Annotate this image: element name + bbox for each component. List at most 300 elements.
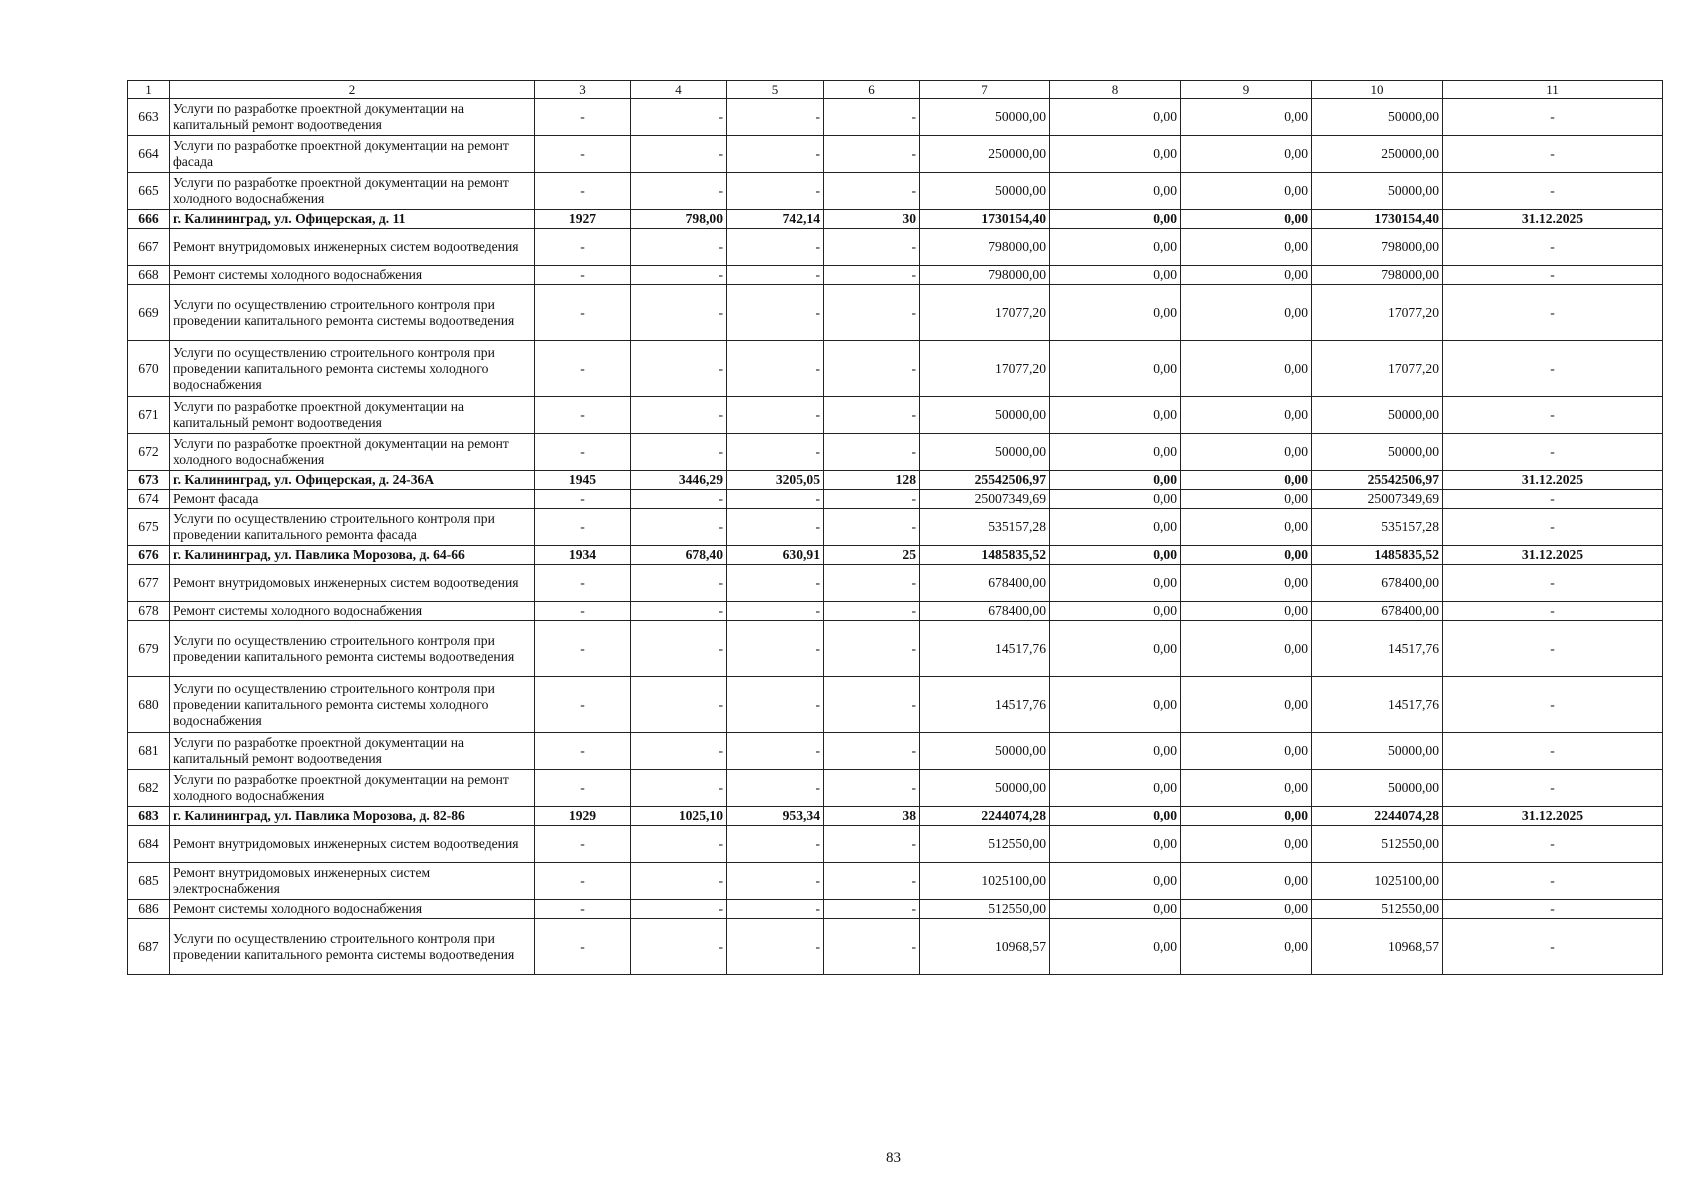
cell-cost-budget: 0,00 bbox=[1181, 602, 1312, 621]
cell-cost-fund: 0,00 bbox=[1050, 266, 1181, 285]
cell-cost-total: 512550,00 bbox=[920, 826, 1050, 863]
cell-residents: - bbox=[824, 434, 920, 471]
cell-cost-fund: 0,00 bbox=[1050, 285, 1181, 341]
cell-deadline: - bbox=[1443, 900, 1663, 919]
cell-deadline: - bbox=[1443, 229, 1663, 266]
cell-cost-total: 50000,00 bbox=[920, 733, 1050, 770]
row-number: 676 bbox=[128, 546, 170, 565]
row-name: Ремонт фасада bbox=[170, 490, 535, 509]
cell-deadline: - bbox=[1443, 919, 1663, 975]
cell-cost-budget: 0,00 bbox=[1181, 565, 1312, 602]
table-row bbox=[128, 677, 1663, 733]
cell-residents: 25 bbox=[824, 546, 920, 565]
table-row bbox=[128, 490, 1663, 509]
cell-year: - bbox=[535, 677, 631, 733]
cell-residents: - bbox=[824, 490, 920, 509]
row-name: Услуги по разработке проектной документации на ремонт фасада bbox=[170, 136, 535, 173]
cell-area-living: - bbox=[727, 602, 824, 621]
cell-deadline: - bbox=[1443, 770, 1663, 807]
cell-cost-owners: 535157,28 bbox=[1312, 509, 1443, 546]
row-number: 673 bbox=[128, 471, 170, 490]
cell-area-living: - bbox=[727, 173, 824, 210]
cell-area-living: - bbox=[727, 266, 824, 285]
cell-residents: - bbox=[824, 863, 920, 900]
cell-cost-total: 50000,00 bbox=[920, 770, 1050, 807]
column-header: 6 bbox=[824, 81, 920, 99]
cell-cost-owners: 14517,76 bbox=[1312, 621, 1443, 677]
cell-cost-budget: 0,00 bbox=[1181, 173, 1312, 210]
cell-area-living: 3205,05 bbox=[727, 471, 824, 490]
cell-area-living: - bbox=[727, 397, 824, 434]
row-name: Ремонт системы холодного водоснабжения bbox=[170, 602, 535, 621]
cell-area-total: - bbox=[631, 733, 727, 770]
cell-cost-fund: 0,00 bbox=[1050, 621, 1181, 677]
table-row bbox=[128, 919, 1663, 975]
cell-area-total: - bbox=[631, 919, 727, 975]
cell-cost-fund: 0,00 bbox=[1050, 900, 1181, 919]
cell-area-living: - bbox=[727, 341, 824, 397]
cell-cost-owners: 10968,57 bbox=[1312, 919, 1443, 975]
cell-cost-total: 17077,20 bbox=[920, 341, 1050, 397]
cell-deadline: - bbox=[1443, 434, 1663, 471]
cell-cost-fund: 0,00 bbox=[1050, 136, 1181, 173]
cell-area-total: 678,40 bbox=[631, 546, 727, 565]
column-header: 11 bbox=[1443, 81, 1663, 99]
cell-cost-total: 25007349,69 bbox=[920, 490, 1050, 509]
address-row bbox=[128, 546, 1663, 565]
row-number: 665 bbox=[128, 173, 170, 210]
row-name: Услуги по разработке проектной документации на ремонт холодного водоснабжения bbox=[170, 770, 535, 807]
row-name: Услуги по разработке проектной документации на ремонт холодного водоснабжения bbox=[170, 434, 535, 471]
cell-area-living: - bbox=[727, 434, 824, 471]
row-number: 678 bbox=[128, 602, 170, 621]
cell-year: 1934 bbox=[535, 546, 631, 565]
cell-cost-fund: 0,00 bbox=[1050, 919, 1181, 975]
cell-deadline: - bbox=[1443, 565, 1663, 602]
row-number: 670 bbox=[128, 341, 170, 397]
cell-cost-owners: 678400,00 bbox=[1312, 602, 1443, 621]
cell-year: 1945 bbox=[535, 471, 631, 490]
cell-year: - bbox=[535, 900, 631, 919]
row-number: 668 bbox=[128, 266, 170, 285]
row-name: Ремонт внутридомовых инженерных систем водоотведения bbox=[170, 565, 535, 602]
cell-cost-budget: 0,00 bbox=[1181, 863, 1312, 900]
cell-area-living: - bbox=[727, 919, 824, 975]
cell-cost-owners: 17077,20 bbox=[1312, 341, 1443, 397]
cell-area-living: 742,14 bbox=[727, 210, 824, 229]
cell-residents: - bbox=[824, 919, 920, 975]
cell-area-living: - bbox=[727, 285, 824, 341]
cell-cost-total: 50000,00 bbox=[920, 434, 1050, 471]
cell-cost-fund: 0,00 bbox=[1050, 210, 1181, 229]
cell-area-total: - bbox=[631, 770, 727, 807]
data-table bbox=[127, 80, 1663, 975]
cell-residents: 38 bbox=[824, 807, 920, 826]
cell-cost-total: 14517,76 bbox=[920, 677, 1050, 733]
cell-cost-fund: 0,00 bbox=[1050, 341, 1181, 397]
row-name: Услуги по разработке проектной документации на капитальный ремонт водоотведения bbox=[170, 733, 535, 770]
row-number: 674 bbox=[128, 490, 170, 509]
cell-cost-total: 50000,00 bbox=[920, 99, 1050, 136]
cell-cost-fund: 0,00 bbox=[1050, 807, 1181, 826]
cell-cost-total: 535157,28 bbox=[920, 509, 1050, 546]
row-number: 681 bbox=[128, 733, 170, 770]
cell-area-living: - bbox=[727, 509, 824, 546]
row-number: 685 bbox=[128, 863, 170, 900]
column-header: 5 bbox=[727, 81, 824, 99]
cell-cost-total: 25542506,97 bbox=[920, 471, 1050, 490]
cell-cost-total: 798000,00 bbox=[920, 266, 1050, 285]
cell-area-total: - bbox=[631, 397, 727, 434]
cell-year: - bbox=[535, 602, 631, 621]
cell-cost-owners: 14517,76 bbox=[1312, 677, 1443, 733]
cell-cost-total: 1025100,00 bbox=[920, 863, 1050, 900]
cell-area-living: 630,91 bbox=[727, 546, 824, 565]
table-row bbox=[128, 397, 1663, 434]
row-number: 684 bbox=[128, 826, 170, 863]
table-row bbox=[128, 733, 1663, 770]
cell-residents: - bbox=[824, 677, 920, 733]
row-number: 687 bbox=[128, 919, 170, 975]
cell-year: - bbox=[535, 99, 631, 136]
cell-cost-owners: 798000,00 bbox=[1312, 266, 1443, 285]
row-name: Ремонт системы холодного водоснабжения bbox=[170, 900, 535, 919]
cell-cost-budget: 0,00 bbox=[1181, 490, 1312, 509]
cell-deadline: - bbox=[1443, 397, 1663, 434]
cell-deadline: 31.12.2025 bbox=[1443, 807, 1663, 826]
table-row bbox=[128, 341, 1663, 397]
cell-deadline: - bbox=[1443, 509, 1663, 546]
cell-cost-budget: 0,00 bbox=[1181, 229, 1312, 266]
column-header: 4 bbox=[631, 81, 727, 99]
row-name: г. Калининград, ул. Офицерская, д. 11 bbox=[170, 210, 535, 229]
cell-cost-budget: 0,00 bbox=[1181, 770, 1312, 807]
cell-cost-total: 1730154,40 bbox=[920, 210, 1050, 229]
cell-area-living: - bbox=[727, 900, 824, 919]
table-row bbox=[128, 136, 1663, 173]
row-number: 671 bbox=[128, 397, 170, 434]
row-name: Услуги по осуществлению строительного контроля при проведении капитального ремонта системы холодного водоснабжения bbox=[170, 677, 535, 733]
cell-cost-owners: 1485835,52 bbox=[1312, 546, 1443, 565]
table-row bbox=[128, 770, 1663, 807]
cell-area-total: - bbox=[631, 490, 727, 509]
cell-area-total: - bbox=[631, 677, 727, 733]
cell-cost-budget: 0,00 bbox=[1181, 341, 1312, 397]
cell-cost-owners: 1730154,40 bbox=[1312, 210, 1443, 229]
row-name: Услуги по осуществлению строительного контроля при проведении капитального ремонта системы холодного водоснабжения bbox=[170, 341, 535, 397]
cell-year: 1927 bbox=[535, 210, 631, 229]
cell-deadline: - bbox=[1443, 826, 1663, 863]
cell-cost-budget: 0,00 bbox=[1181, 99, 1312, 136]
row-number: 669 bbox=[128, 285, 170, 341]
cell-residents: 30 bbox=[824, 210, 920, 229]
cell-area-living: - bbox=[727, 677, 824, 733]
row-name: Ремонт внутридомовых инженерных систем водоотведения bbox=[170, 229, 535, 266]
cell-area-living: - bbox=[727, 621, 824, 677]
cell-deadline: 31.12.2025 bbox=[1443, 471, 1663, 490]
cell-cost-owners: 512550,00 bbox=[1312, 826, 1443, 863]
cell-area-total: - bbox=[631, 285, 727, 341]
cell-cost-total: 678400,00 bbox=[920, 565, 1050, 602]
address-row bbox=[128, 471, 1663, 490]
cell-deadline: - bbox=[1443, 621, 1663, 677]
cell-year: - bbox=[535, 565, 631, 602]
cell-cost-fund: 0,00 bbox=[1050, 826, 1181, 863]
cell-cost-owners: 50000,00 bbox=[1312, 733, 1443, 770]
cell-deadline: - bbox=[1443, 173, 1663, 210]
page-number: 83 bbox=[886, 1150, 901, 1166]
table-row bbox=[128, 266, 1663, 285]
table-row bbox=[128, 229, 1663, 266]
cell-deadline: - bbox=[1443, 602, 1663, 621]
column-header: 9 bbox=[1181, 81, 1312, 99]
cell-cost-budget: 0,00 bbox=[1181, 509, 1312, 546]
cell-deadline: - bbox=[1443, 341, 1663, 397]
cell-residents: - bbox=[824, 826, 920, 863]
cell-cost-owners: 1025100,00 bbox=[1312, 863, 1443, 900]
cell-cost-total: 798000,00 bbox=[920, 229, 1050, 266]
row-name: Услуги по разработке проектной документации на капитальный ремонт водоотведения bbox=[170, 397, 535, 434]
row-name: г. Калининград, ул. Павлика Морозова, д. 64-66 bbox=[170, 546, 535, 565]
row-number: 680 bbox=[128, 677, 170, 733]
cell-year: - bbox=[535, 919, 631, 975]
cell-area-total: - bbox=[631, 434, 727, 471]
cell-deadline: - bbox=[1443, 99, 1663, 136]
cell-year: - bbox=[535, 863, 631, 900]
cell-residents: - bbox=[824, 770, 920, 807]
cell-area-living: - bbox=[727, 770, 824, 807]
row-name: Услуги по разработке проектной документации на капитальный ремонт водоотведения bbox=[170, 99, 535, 136]
cell-area-total: - bbox=[631, 229, 727, 266]
cell-area-total: - bbox=[631, 900, 727, 919]
row-number: 682 bbox=[128, 770, 170, 807]
cell-residents: - bbox=[824, 341, 920, 397]
cell-year: - bbox=[535, 266, 631, 285]
cell-residents: - bbox=[824, 733, 920, 770]
cell-area-living: - bbox=[727, 99, 824, 136]
cell-residents: - bbox=[824, 173, 920, 210]
cell-cost-total: 678400,00 bbox=[920, 602, 1050, 621]
cell-area-living: 953,34 bbox=[727, 807, 824, 826]
row-number: 675 bbox=[128, 509, 170, 546]
cell-year: - bbox=[535, 229, 631, 266]
cell-year: - bbox=[535, 733, 631, 770]
cell-area-total: - bbox=[631, 863, 727, 900]
cell-year: - bbox=[535, 621, 631, 677]
cell-area-living: - bbox=[727, 136, 824, 173]
column-header: 10 bbox=[1312, 81, 1443, 99]
table-row bbox=[128, 602, 1663, 621]
cell-area-total: - bbox=[631, 509, 727, 546]
cell-cost-budget: 0,00 bbox=[1181, 621, 1312, 677]
table-row bbox=[128, 565, 1663, 602]
cell-cost-budget: 0,00 bbox=[1181, 266, 1312, 285]
cell-residents: - bbox=[824, 285, 920, 341]
row-number: 686 bbox=[128, 900, 170, 919]
cell-cost-owners: 50000,00 bbox=[1312, 99, 1443, 136]
cell-cost-budget: 0,00 bbox=[1181, 807, 1312, 826]
cell-area-living: - bbox=[727, 229, 824, 266]
cell-deadline: - bbox=[1443, 285, 1663, 341]
cell-area-living: - bbox=[727, 565, 824, 602]
cell-cost-total: 10968,57 bbox=[920, 919, 1050, 975]
cell-cost-total: 14517,76 bbox=[920, 621, 1050, 677]
cell-area-total: - bbox=[631, 266, 727, 285]
row-name: Услуги по осуществлению строительного контроля при проведении капитального ремонта системы водоотведения bbox=[170, 285, 535, 341]
address-row bbox=[128, 807, 1663, 826]
cell-residents: - bbox=[824, 99, 920, 136]
cell-cost-owners: 2244074,28 bbox=[1312, 807, 1443, 826]
cell-cost-owners: 50000,00 bbox=[1312, 173, 1443, 210]
cell-residents: - bbox=[824, 900, 920, 919]
row-name: Услуги по осуществлению строительного контроля при проведении капитального ремонта фасада bbox=[170, 509, 535, 546]
cell-deadline: - bbox=[1443, 733, 1663, 770]
cell-residents: - bbox=[824, 136, 920, 173]
document-sheet bbox=[127, 80, 1662, 975]
cell-cost-fund: 0,00 bbox=[1050, 863, 1181, 900]
cell-area-living: - bbox=[727, 490, 824, 509]
table-row bbox=[128, 621, 1663, 677]
cell-deadline: - bbox=[1443, 266, 1663, 285]
cell-area-total: - bbox=[631, 173, 727, 210]
cell-year: - bbox=[535, 397, 631, 434]
cell-year: - bbox=[535, 173, 631, 210]
cell-deadline: - bbox=[1443, 677, 1663, 733]
cell-cost-owners: 50000,00 bbox=[1312, 770, 1443, 807]
cell-cost-total: 50000,00 bbox=[920, 173, 1050, 210]
column-header: 8 bbox=[1050, 81, 1181, 99]
cell-cost-fund: 0,00 bbox=[1050, 434, 1181, 471]
cell-cost-budget: 0,00 bbox=[1181, 826, 1312, 863]
table-row bbox=[128, 99, 1663, 136]
row-number: 666 bbox=[128, 210, 170, 229]
cell-area-total: - bbox=[631, 826, 727, 863]
cell-cost-budget: 0,00 bbox=[1181, 471, 1312, 490]
row-number: 667 bbox=[128, 229, 170, 266]
row-name: Ремонт внутридомовых инженерных систем электроснабжения bbox=[170, 863, 535, 900]
cell-year: - bbox=[535, 285, 631, 341]
cell-cost-fund: 0,00 bbox=[1050, 602, 1181, 621]
column-header: 3 bbox=[535, 81, 631, 99]
cell-year: 1929 bbox=[535, 807, 631, 826]
cell-cost-owners: 250000,00 bbox=[1312, 136, 1443, 173]
cell-area-total: 3446,29 bbox=[631, 471, 727, 490]
table-row bbox=[128, 863, 1663, 900]
row-name: г. Калининград, ул. Офицерская, д. 24-36А bbox=[170, 471, 535, 490]
cell-deadline: 31.12.2025 bbox=[1443, 210, 1663, 229]
cell-year: - bbox=[535, 434, 631, 471]
cell-cost-budget: 0,00 bbox=[1181, 136, 1312, 173]
cell-area-total: - bbox=[631, 99, 727, 136]
cell-area-total: - bbox=[631, 136, 727, 173]
cell-cost-owners: 17077,20 bbox=[1312, 285, 1443, 341]
row-number: 679 bbox=[128, 621, 170, 677]
cell-cost-owners: 678400,00 bbox=[1312, 565, 1443, 602]
cell-cost-fund: 0,00 bbox=[1050, 490, 1181, 509]
table-body bbox=[128, 99, 1663, 975]
cell-cost-fund: 0,00 bbox=[1050, 546, 1181, 565]
column-header: 1 bbox=[128, 81, 170, 99]
cell-cost-fund: 0,00 bbox=[1050, 471, 1181, 490]
cell-residents: - bbox=[824, 565, 920, 602]
address-row bbox=[128, 210, 1663, 229]
row-number: 663 bbox=[128, 99, 170, 136]
row-number: 683 bbox=[128, 807, 170, 826]
cell-residents: - bbox=[824, 397, 920, 434]
cell-cost-total: 512550,00 bbox=[920, 900, 1050, 919]
cell-year: - bbox=[535, 490, 631, 509]
cell-cost-owners: 798000,00 bbox=[1312, 229, 1443, 266]
cell-cost-fund: 0,00 bbox=[1050, 173, 1181, 210]
cell-residents: - bbox=[824, 602, 920, 621]
cell-cost-total: 50000,00 bbox=[920, 397, 1050, 434]
cell-cost-fund: 0,00 bbox=[1050, 733, 1181, 770]
table-row bbox=[128, 285, 1663, 341]
row-name: Ремонт системы холодного водоснабжения bbox=[170, 266, 535, 285]
cell-area-total: - bbox=[631, 341, 727, 397]
cell-area-total: - bbox=[631, 602, 727, 621]
cell-cost-fund: 0,00 bbox=[1050, 565, 1181, 602]
cell-cost-fund: 0,00 bbox=[1050, 99, 1181, 136]
cell-deadline: - bbox=[1443, 490, 1663, 509]
cell-deadline: - bbox=[1443, 863, 1663, 900]
cell-area-total: 1025,10 bbox=[631, 807, 727, 826]
cell-cost-total: 2244074,28 bbox=[920, 807, 1050, 826]
cell-cost-budget: 0,00 bbox=[1181, 900, 1312, 919]
cell-residents: - bbox=[824, 266, 920, 285]
table-row bbox=[128, 434, 1663, 471]
cell-year: - bbox=[535, 341, 631, 397]
row-name: Услуги по разработке проектной документации на ремонт холодного водоснабжения bbox=[170, 173, 535, 210]
cell-cost-fund: 0,00 bbox=[1050, 229, 1181, 266]
cell-area-total: - bbox=[631, 565, 727, 602]
row-name: Услуги по осуществлению строительного контроля при проведении капитального ремонта системы водоотведения bbox=[170, 919, 535, 975]
table-row bbox=[128, 826, 1663, 863]
cell-area-living: - bbox=[727, 733, 824, 770]
cell-cost-budget: 0,00 bbox=[1181, 397, 1312, 434]
cell-cost-budget: 0,00 bbox=[1181, 733, 1312, 770]
cell-deadline: - bbox=[1443, 136, 1663, 173]
cell-area-living: - bbox=[727, 863, 824, 900]
cell-cost-budget: 0,00 bbox=[1181, 285, 1312, 341]
row-number: 672 bbox=[128, 434, 170, 471]
row-name: Ремонт внутридомовых инженерных систем водоотведения bbox=[170, 826, 535, 863]
cell-residents: - bbox=[824, 229, 920, 266]
cell-cost-owners: 25542506,97 bbox=[1312, 471, 1443, 490]
row-name: Услуги по осуществлению строительного контроля при проведении капитального ремонта системы водоотведения bbox=[170, 621, 535, 677]
cell-cost-budget: 0,00 bbox=[1181, 434, 1312, 471]
cell-deadline: 31.12.2025 bbox=[1443, 546, 1663, 565]
cell-cost-fund: 0,00 bbox=[1050, 677, 1181, 733]
cell-cost-total: 1485835,52 bbox=[920, 546, 1050, 565]
cell-year: - bbox=[535, 826, 631, 863]
cell-cost-total: 17077,20 bbox=[920, 285, 1050, 341]
cell-cost-fund: 0,00 bbox=[1050, 509, 1181, 546]
cell-area-living: - bbox=[727, 826, 824, 863]
cell-cost-owners: 512550,00 bbox=[1312, 900, 1443, 919]
cell-area-total: - bbox=[631, 621, 727, 677]
cell-cost-owners: 25007349,69 bbox=[1312, 490, 1443, 509]
cell-cost-budget: 0,00 bbox=[1181, 546, 1312, 565]
row-number: 664 bbox=[128, 136, 170, 173]
column-header: 7 bbox=[920, 81, 1050, 99]
cell-cost-budget: 0,00 bbox=[1181, 210, 1312, 229]
cell-year: - bbox=[535, 770, 631, 807]
table-row bbox=[128, 509, 1663, 546]
cell-residents: - bbox=[824, 621, 920, 677]
cell-cost-fund: 0,00 bbox=[1050, 770, 1181, 807]
cell-cost-fund: 0,00 bbox=[1050, 397, 1181, 434]
